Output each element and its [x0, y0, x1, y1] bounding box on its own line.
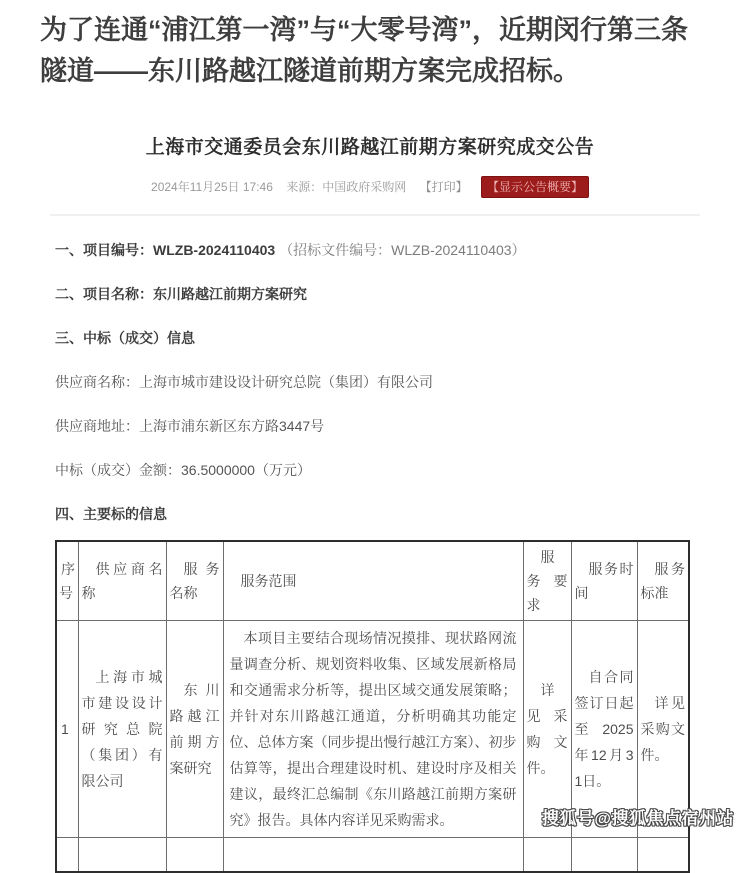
project-name-line: 二、项目名称：东川路越江前期方案研究 [55, 286, 307, 302]
cell-empty [78, 838, 166, 872]
col-header-supplier: 供应商名称 [78, 541, 166, 621]
cell-empty [223, 838, 523, 872]
show-summary-button[interactable]: 【显示公告概要】 [481, 176, 589, 198]
intro-line-2: 隧道——东川路越江隧道前期方案完成招标。 [40, 56, 580, 86]
table-row-empty [56, 838, 689, 872]
divider [50, 214, 700, 216]
watermark-sohu: 搜狐号@搜狐焦点宿州站 [541, 809, 734, 828]
supplier-name-line: 供应商名称：上海市城市建设设计研究总院（集团）有限公司 [55, 374, 433, 390]
project-number-line [55, 240, 695, 260]
cell-empty [166, 838, 223, 872]
cell-seq: 1 [56, 621, 78, 838]
supplier-address-line: 供应商地址：上海市浦东新区东方路3447号 [55, 418, 325, 434]
announcement-body [55, 240, 695, 524]
meta-source: 来源：中国政府采购网 [286, 180, 407, 194]
project-number-label: 一、项目编号：WLZB-2024110403 [55, 242, 276, 258]
page [0, 10, 740, 873]
cell-empty [571, 838, 637, 872]
col-header-service-standard: 服务标准 [637, 541, 689, 621]
bid-doc-number-note: （招标文件编号：WLZB-2024110403） [279, 242, 526, 258]
col-header-service-name: 服务名称 [166, 541, 223, 621]
cell-service-name: 东川路越江前期方案研究 [166, 621, 223, 838]
award-amount-line: 中标（成交）金额：36.5000000（万元） [55, 462, 311, 478]
intro-line-1: 为了连通“浦江第一湾”与“大零号湾”，近期闵行第三条 [40, 15, 688, 45]
col-header-seq: 序号 [56, 541, 78, 621]
cell-supplier: 上海市城市建设设计研究总院（集团）有限公司 [78, 621, 166, 838]
table-header-row [56, 541, 689, 621]
announcement-title: 上海市交通委员会东川路越江前期方案研究成交公告 [145, 137, 595, 158]
meta-line [0, 176, 740, 198]
cell-service-scope: 本项目主要结合现场情况摸排、现状路网流量调查分析、规划资料收集、区域发展新格局和交通需求分析等，提出区域交通发展策略；并针对东川路越江通道，分析明确其功能定位、总体方案（同步提出慢行越江方案）、初步估算等，提出合理建设时机、建设时序及相关建议，最终汇总编制《东川路越江前期方案研究》报告。具体内容详见采购需求。 [223, 621, 523, 838]
cell-service-time: 自合同签订日起至2025年12月31日。 [571, 621, 637, 838]
col-header-service-scope: 服务范围 [223, 541, 523, 621]
cell-empty [56, 838, 78, 872]
print-button[interactable]: 【打印】 [419, 180, 468, 194]
col-header-service-time: 服务时间 [571, 541, 637, 621]
col-header-service-requirement: 服务要求 [523, 541, 571, 621]
meta-datetime: 2024年11月25日 17:46 [151, 180, 273, 194]
cell-service-requirement: 详见采购文件。 [523, 621, 571, 838]
award-info-heading: 三、中标（成交）信息 [55, 330, 195, 346]
article-intro [40, 10, 702, 92]
main-subject-heading: 四、主要标的信息 [55, 506, 167, 522]
cell-empty [523, 838, 571, 872]
cell-service-standard: 详见采购文件。 [637, 621, 689, 838]
cell-empty [637, 838, 689, 872]
